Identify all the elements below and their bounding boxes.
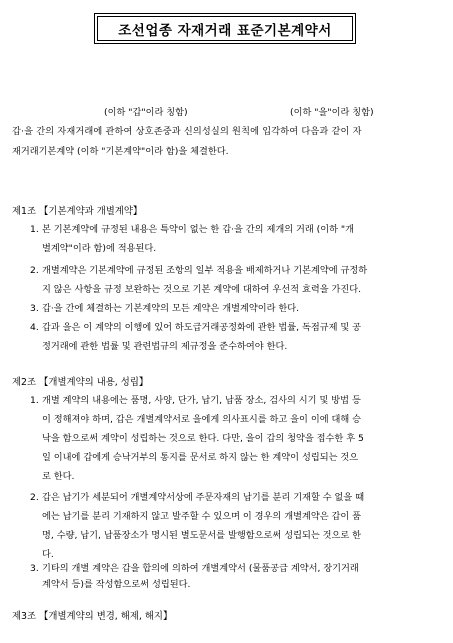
article-2-item-2-line: 다. [42, 549, 54, 560]
article-1-item-4-line: 갑과 을은 이 계약의 이행에 있어 하도급거래공정화에 관한 법률, 독점규제 및 공 [42, 322, 362, 333]
article-1-item-2-line: 지 않은 사항을 규정 보완하는 것으로 기본 계약에 대하여 우선적 효력을 가진다. [42, 284, 362, 295]
party-a-label: (이하 "갑"이라 칭함) [104, 107, 188, 118]
article-1-item-2-number: 2. [30, 265, 39, 276]
article-1-item-4-line: 정거래에 관한 법률 및 관련법규의 제규정을 준수하여야 한다. [42, 341, 288, 352]
article-1-item-2-line: 개별계약은 기본계약에 규정된 조항의 일부 적용을 배제하거나 기본계약에 규정하 [42, 265, 368, 276]
party-b-label: (이하 "을"이라 칭함) [290, 107, 374, 118]
intro-line-1: 갑·을 간의 자재거래에 관하여 상호존중과 신의성실의 원칙에 입각하여 다음과 같이 자 [12, 126, 362, 137]
article-1-item-1-line: 별계약"이라 함)에 적용된다. [42, 243, 157, 254]
article-1-item-4-number: 4. [30, 322, 39, 333]
article-2-item-1-number: 1. [30, 395, 39, 406]
article-1-item-1-line: 본 기본계약에 규정된 내용은 특약이 없는 한 갑·을 간의 제개의 거래 (이하 "개 [42, 224, 355, 235]
article-2-item-3-line: 기타의 개별 계약은 갑을 합의에 의하여 개별계약서 (물품공급 계약서, 장기거래 [42, 563, 359, 574]
article-2-heading: 제2조 【개별계약의 내용, 성립】 [12, 377, 149, 388]
article-2-item-2-line: 갑은 납기가 세분되어 개별계약서상에 주문자재의 납기를 분리 기재할 수 없을 때 [42, 492, 365, 503]
article-2-item-2-number: 2. [30, 492, 39, 503]
article-1-item-3-number: 3. [30, 303, 39, 314]
article-2-item-1-line: 개별 계약의 내용에는 품명, 사양, 단가, 납기, 납품 장소, 검사의 시기 및 방법 등 [42, 395, 361, 406]
article-2-item-1-line: 낙을 함으로써 계약이 성립하는 것으로 한다. 다만, 을이 갑의 청약을 접수한 후 5 [42, 433, 364, 444]
article-2-item-1-line: 로 한다. [42, 471, 75, 482]
article-2-item-2-line: 에는 납기를 분리 기재하지 않고 발주할 수 있으며 이 경우의 개별계약은 갑이 품 [42, 511, 362, 522]
article-1-item-1-number: 1. [30, 224, 39, 235]
intro-line-2: 재거래기본계약 (이하 "기본계약"이라 함)을 체결한다. [12, 146, 229, 157]
document-title: 조선업종 자재거래 표준기본계약서 [97, 16, 353, 41]
article-2-item-1-line: 이 정해져야 하며, 갑은 개별계약서로 을에게 의사표시를 하고 을이 이에 대해 승 [42, 414, 362, 425]
article-2-item-3-line: 계약서 등)를 작성함으로써 성립된다. [42, 579, 191, 590]
article-2-item-1-line: 일 이내에 갑에게 승낙거부의 통지를 문서로 하지 않는 한 계약이 성립되는 것으 [42, 452, 359, 463]
article-1-item-3-line: 갑·을 간에 체결하는 기본계약의 모든 계약은 개별계약이라 한다. [42, 303, 300, 314]
title-box [94, 13, 356, 44]
article-2-item-3-number: 3. [30, 563, 39, 574]
article-3-heading: 제3조 【개별계약의 변경, 해제, 해지】 [12, 611, 173, 622]
article-2-item-2-line: 명, 수량, 납기, 납품장소가 명시된 별도문서를 발행함으로써 성립되는 것으로 한 [42, 530, 362, 541]
article-1-heading: 제1조 【기본계약과 개별계약】 [12, 206, 143, 217]
